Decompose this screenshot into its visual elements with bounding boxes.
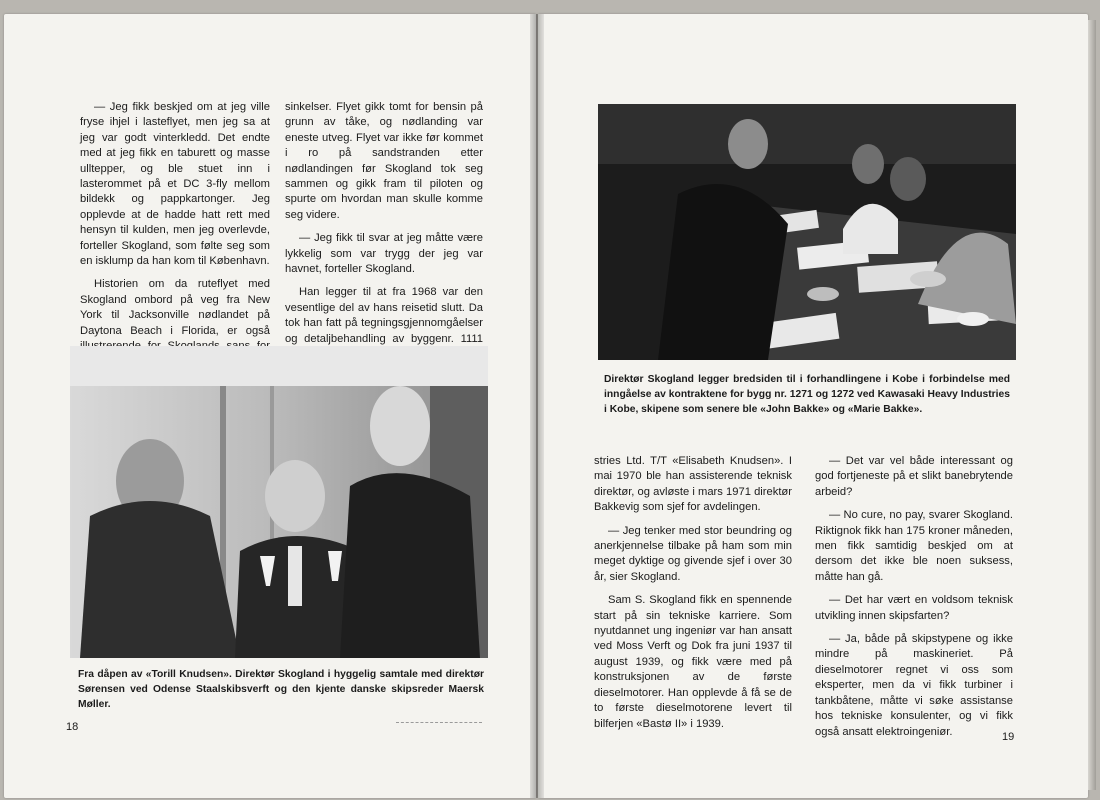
paragraph: — No cure, no pay, svarer Skogland. Riktignok fikk han 175 kroner måneden, men fikk samtidig beskjed om at dersom det ikke ble noen suksess, måtte han gå. [815,509,1013,583]
paragraph: — Ja, både på skipstypene og ikke mindre på maskineriet. På dieselmotorer regnet vi oss som eksperter, men da vi fikk turbiner i tankbåtene, måtte vi søke assistanse hos tekniske konsulenter, og vi fikk også ansatt elektroingeniør. [815,633,1013,738]
right-photo-caption: Direktør Skogland legger bredsiden til i forhandlingene i Kobe i forbindelse med inngåelse av kontraktene for bygg nr. 1271 og 1272 ved Kawasaki Heavy Industries i Kobe, skipene som senere ble «John Bakke» og «Marie Bakke». [604,374,1010,415]
right-column-1 [594,454,792,740]
paragraph: — Jeg fikk til svar at jeg måtte være lykkelig som var trygg der jeg var havnet, forteller Skogland. [285,232,483,276]
page-edge [1088,20,1096,790]
decorative-dashes [396,722,482,725]
photo-christening-conversation [70,346,488,658]
paragraph: — Jeg fikk beskjed om at jeg ville fryse ihjel i lasteflyet, men jeg sa at jeg var godt vinterkledd. Det endte med at jeg fikk en taburett og masse ulltepper, og ble stuet inn i lasterommet på et DC 3-fly mellom bildekk og pappkartonger. Jeg opplevde at de hadde hatt rett med hensyn til kulden, men jeg overlevde, forteller Skogland, som følte seg som en isklump da han kom til København. [80,101,270,268]
photo-illustration [70,346,488,658]
page-number-left: 18 [66,721,79,733]
paragraph: sinkelser. Flyet gikk tomt for bensin på grunn av tåke, og nødlanding var eneste utveg. Flyet var ikke før kommet i ro på sandstranden etter nødlandingen før Skogland tok seg sammen og gikk fram til piloten og spurte om hvordan man skulle komme seg videre. [285,101,483,221]
paragraph: — Det har vært en voldsom teknisk utvikling innen skipsfarten? [815,594,1013,622]
paragraph: Han legger til at fra 1968 var den vesentlige del av hans reisetid slutt. Da tok han fatt på tegningsgjennomgåelser og detaljbehandling av byggenr. 1111 [285,286,483,345]
page-number-right: 19 [1002,731,1015,743]
paragraph: — Jeg tenker med stor beundring og anerkjennelse tilbake på ham som min meget dyktige og givende sjef i over 30 år, sier Skogland. [594,524,792,583]
book-gutter [530,14,544,798]
left-column-1 [80,100,270,378]
paragraph: — Det var vel både interessant og god fortjeneste på et slikt banebrytende arbeid? [815,455,1013,498]
paragraph: Historien om da ruteflyet med Skogland ombord på veg fra New York til Jacksonville nødlandet på Daytona Beach i Florida, er også [80,278,270,337]
paragraph: Sam S. Skogland fikk en spennende start på sin tekniske karriere. Som nyutdannet ung ingeniør var han ansatt ved Moss Verft og Dok fra juni 1937 til august 1939, og fikk være med på konstruksjonen av de første dieselmotorer. Han opplevde å få se de to første dieselmotorene levert til bilferjen «Bastø II» i 1939. [594,594,792,730]
paragraph: stries Ltd. T/T «Elisabeth Knudsen». I mai 1970 ble han assisterende teknisk direktør, og avløste i mars 1971 direktør Bakkevig som sjef for avdelingen. [594,455,792,514]
photo-kobe-negotiations [598,104,1016,360]
left-column-2 [285,100,483,371]
right-column-2 [815,454,1013,748]
photo-illustration [598,104,1016,360]
left-photo-caption: Fra dåpen av «Torill Knudsen». Direktør Skogland i hyggelig samtale med direktør Sørensen ved Odense Staalskibsverft og den kjente danske skipsreder Maersk Møller. [78,669,484,710]
